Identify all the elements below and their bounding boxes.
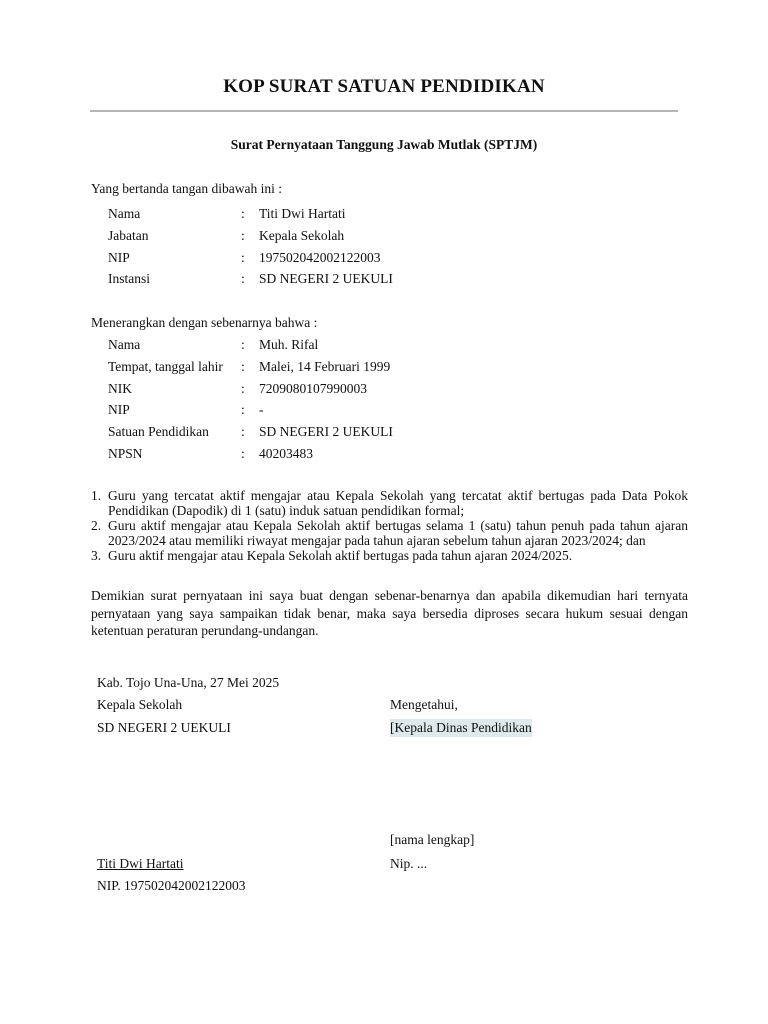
- field-colon: :: [241, 227, 245, 243]
- list-item: [88, 518, 688, 548]
- place-date: Kab. Tojo Una-Una, 27 Mei 2025: [97, 675, 280, 690]
- left-signer-role: Kepala Sekolah: [97, 697, 183, 712]
- field-value: 40203483: [259, 445, 313, 461]
- field-colon: :: [241, 337, 245, 352]
- field-value: SD NEGERI 2 UEKULI: [259, 271, 393, 287]
- right-signer-name: [nama lengkap]: [390, 832, 475, 847]
- field-label: NIK: [108, 380, 132, 396]
- field-colon: :: [241, 424, 245, 440]
- requirements-list: [88, 488, 688, 563]
- left-signer-nip: NIP. 197502042002122003: [97, 878, 246, 893]
- field-value: Titi Dwi Hartati: [259, 206, 346, 221]
- field-value: SD NEGERI 2 UEKULI: [259, 424, 393, 440]
- field-value: Malei, 14 Februari 1999: [259, 358, 391, 374]
- right-signer-nip: Nip. ...: [390, 856, 428, 871]
- field-colon: :: [241, 402, 245, 418]
- field-colon: :: [241, 358, 245, 374]
- field-value: 197502042002122003: [259, 249, 381, 265]
- list-item: [88, 488, 688, 518]
- field-value: Kepala Sekolah: [259, 227, 345, 243]
- list-number: 1.: [91, 488, 102, 503]
- list-number: 2.: [91, 518, 102, 533]
- right-signer-role: [Kepala Dinas Pendidikan: [390, 720, 532, 735]
- letterhead-divider: [90, 110, 678, 112]
- field-value: 7209080107990003: [259, 380, 367, 396]
- field-value: Muh. Rifal: [259, 337, 319, 352]
- list-number: 3.: [91, 548, 102, 563]
- field-label: Nama: [108, 206, 141, 221]
- field-label: Satuan Pendidikan: [108, 424, 209, 440]
- field-colon: :: [241, 249, 245, 265]
- signer-intro: Yang bertanda tangan dibawah ini :: [91, 181, 282, 196]
- left-signer-name: Titi Dwi Hartati: [97, 856, 184, 871]
- field-colon: :: [241, 206, 245, 221]
- field-colon: :: [241, 445, 245, 461]
- list-text: Guru aktif mengajar atau Kepala Sekolah aktif bertugas selama 1 (satu) tahun penuh pada tahun ajaran 2023/2024 atau memiliki riwayat mengajar pada tahun ajaran sebelum tahun ajaran 2023/2024; dan: [108, 518, 688, 548]
- subject-intro: Menerangkan dengan sebenarnya bahwa :: [91, 315, 318, 330]
- closing-paragraph: Demikian surat pernyataan ini saya buat dengan sebenar-benarnya dan apabila dikemudian hari ternyata pernyataan yang saya sampaikan tidak benar, maka saya bersedia diproses secara hukum sesuai dengan ketentuan peraturan perundang-undangan.: [91, 588, 688, 639]
- document-title: Surat Pernyataan Tanggung Jawab Mutlak (SPTJM): [230, 137, 538, 152]
- field-label: Instansi: [108, 271, 150, 287]
- field-label: NIP: [108, 249, 130, 265]
- letterhead-title: KOP SURAT SATUAN PENDIDIKAN: [223, 76, 545, 97]
- field-label: NIP: [108, 402, 130, 418]
- field-colon: :: [241, 271, 245, 287]
- list-item: [88, 548, 688, 563]
- list-text: Guru yang tercatat aktif mengajar atau Kepala Sekolah yang tercatat aktif bertugas pada Data Pokok Pendidikan (Dapodik) di 1 (satu) induk satuan pendidikan formal;: [108, 488, 688, 518]
- field-label: Tempat, tanggal lahir: [108, 358, 223, 374]
- field-label: Jabatan: [108, 227, 149, 243]
- field-label: NPSN: [108, 445, 143, 461]
- acknowledged-label: Mengetahui,: [390, 697, 458, 712]
- field-label: Nama: [108, 337, 141, 352]
- left-signer-school: SD NEGERI 2 UEKULI: [97, 720, 231, 735]
- field-value: -: [259, 402, 264, 418]
- field-colon: :: [241, 380, 245, 396]
- list-text: Guru aktif mengajar atau Kepala Sekolah aktif bertugas pada tahun ajaran 2024/2025.: [108, 548, 573, 563]
